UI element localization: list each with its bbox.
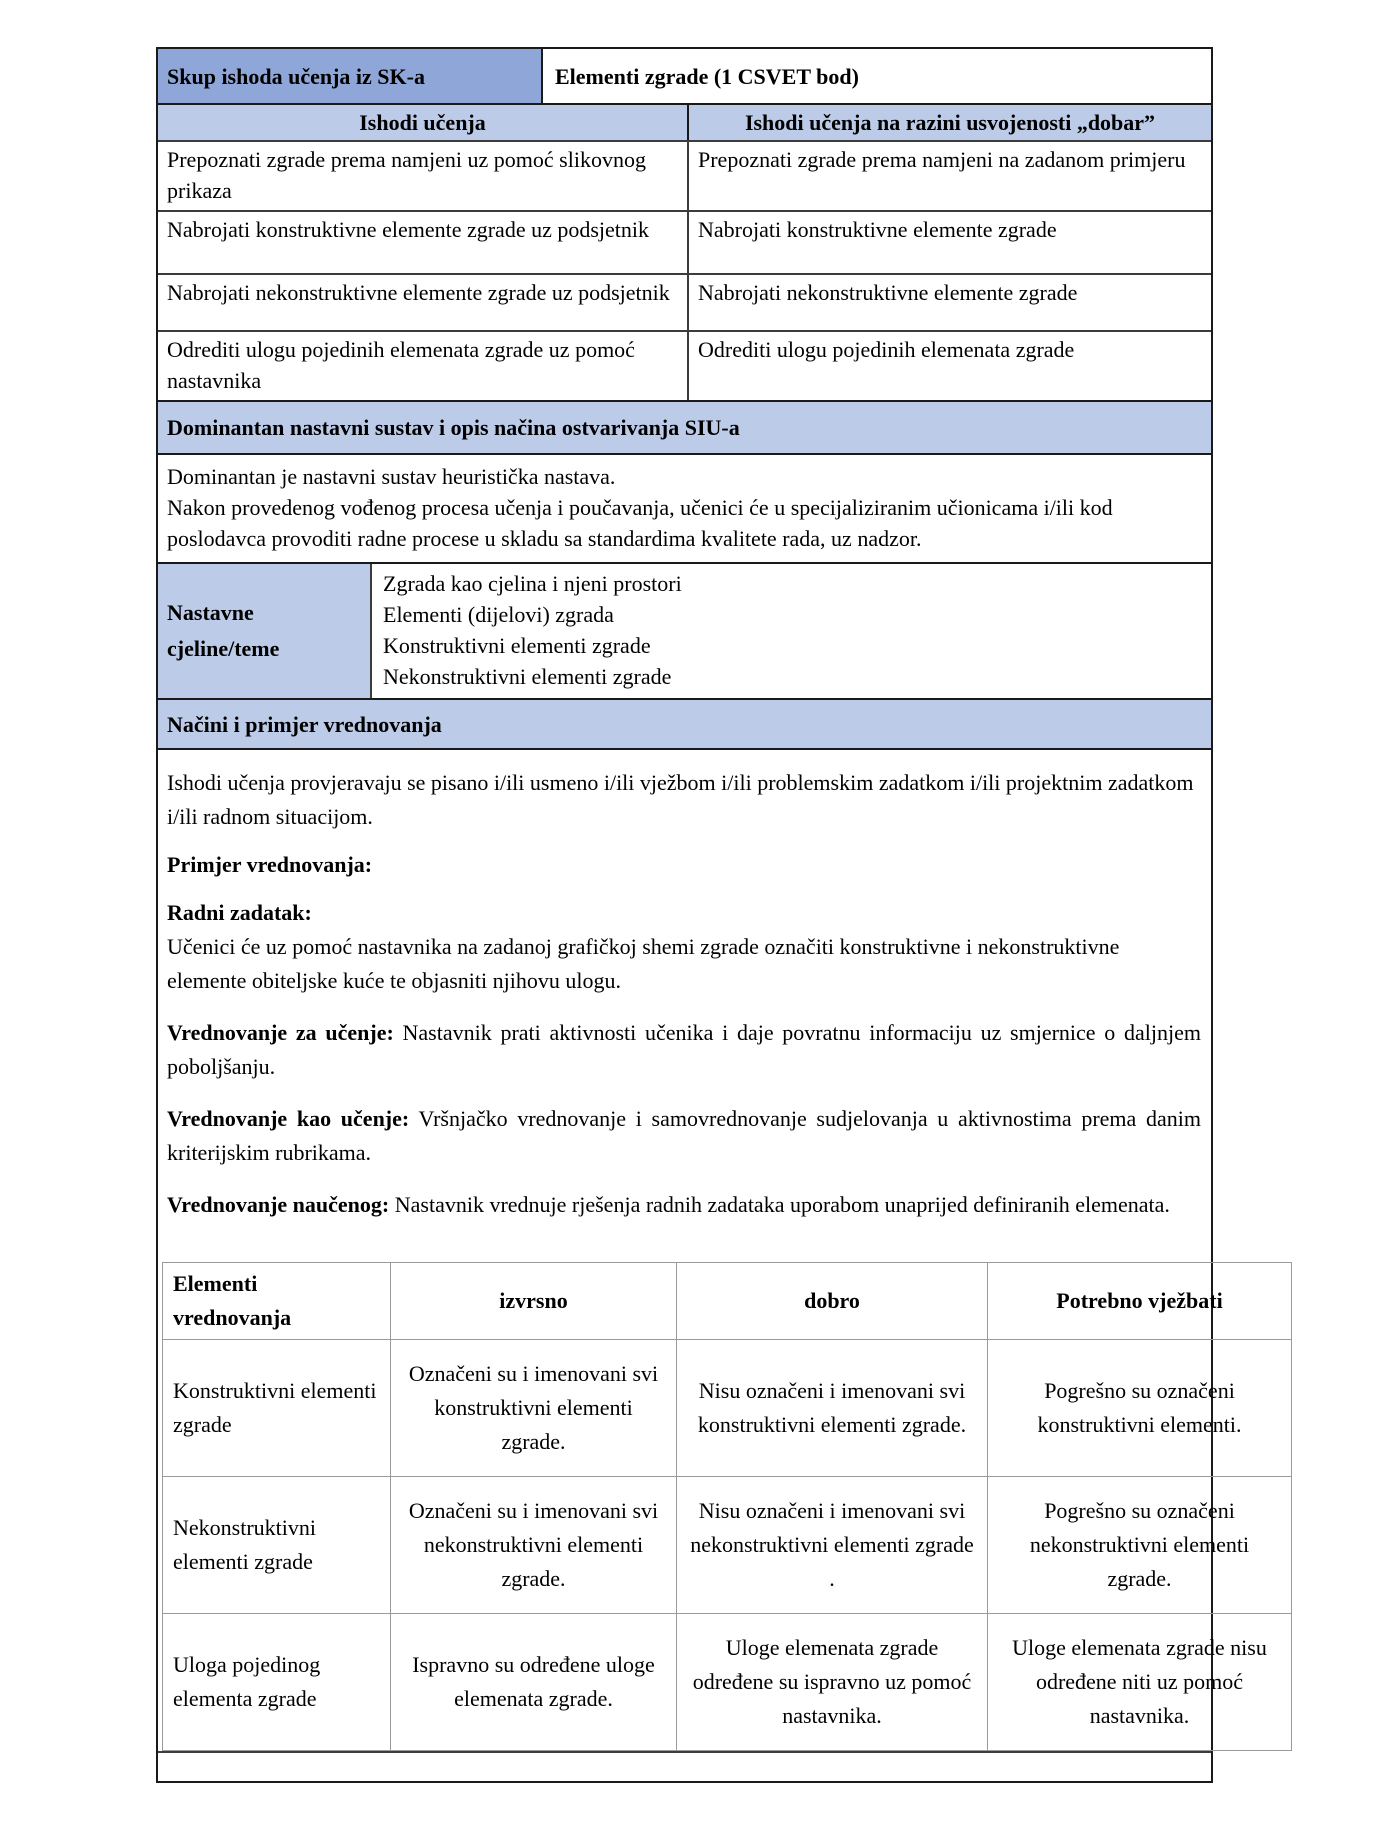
evaluation-task-text: Učenici će uz pomoć nastavnika na zadanoj grafičkoj shemi zgrade označiti konstruktivne i nekonstruktivne elemente obiteljske kuće te objasniti njihovu ulogu. [167,934,1120,993]
rubric-cell: Uloge elemenata zgrade nisu određene niti uz pomoć nastavnika. [988,1614,1292,1751]
rubric-header-elements: Elementi vrednovanja [163,1263,391,1340]
title-value-cell: Elementi zgrade (1 CSVET bod) [543,49,1211,103]
outcome-cell-left: Nabrojati konstruktivne elemente zgrade uz podsjetnik [158,212,689,273]
outcomes-header-right: Ishodi učenja na razini usvojenosti „dobar” [689,105,1211,140]
empty-bottom-row [158,1751,1211,1781]
rubric-cell: Ispravno su određene uloge elemenata zgrade. [391,1614,677,1751]
document-table [156,47,1267,1783]
paragraph-text: Nastavnik vrednuje rješenja radnih zadataka uporabom unaprijed definiranih elemenata. [394,1192,1170,1217]
teaching-unit-item: Elementi (dijelovi) zgrada [383,602,614,627]
dominant-line: Dominantan je nastavni sustav heuristička nastava. [167,464,616,489]
evaluation-example-label: Primjer vrednovanja: [167,852,373,877]
rubric-row [163,1340,1292,1477]
rubric-cell: Nisu označeni i imenovani svi konstruktivni elementi zgrade. [677,1340,988,1477]
outcome-cell-left: Odrediti ulogu pojedinih elemenata zgrade uz pomoć nastavnika [158,332,689,400]
title-row [158,49,1211,103]
paragraph-text: Vršnjačko vrednovanje i samovrednovanje sudjelovanja u aktivnostima prema danim kriterijskim rubrikama. [167,1106,1201,1165]
rubric-cell: Konstruktivni elementi zgrade [163,1340,391,1477]
outcome-row [158,330,1211,400]
dominant-system-header: Dominantan nastavni sustav i opis načina ostvarivanja SIU-a [158,400,1211,453]
outcome-cell-left: Prepoznati zgrade prema namjeni uz pomoć slikovnog prikaza [158,142,689,210]
rubric-cell: Nekonstruktivni elementi zgrade [163,1477,391,1614]
dominant-system-text [158,453,1211,562]
outcomes-header-left: Ishodi učenja [158,105,689,140]
rubric-header-needs-practice: Potrebno vježbati [988,1263,1292,1340]
teaching-units-label: Nastavne cjeline/teme [158,564,372,698]
outcome-row [158,210,1211,273]
teaching-unit-item: Konstruktivni elementi zgrade [383,633,651,658]
dominant-line: Nakon provedenog vođenog procesa učenja i poučavanja, učenici će u specijaliziranim učionicama i/ili kod poslodavca provoditi radne procese u skladu sa standardima kvalitete rada, uz nadzor. [167,495,1113,551]
evaluation-task-label: Radni zadatak: [167,900,312,925]
teaching-unit-item: Zgrada kao cjelina i njeni prostori [383,571,682,596]
outcome-cell-right: Odrediti ulogu pojedinih elemenata zgrade [698,337,1075,362]
teaching-unit-item: Nekonstruktivni elementi zgrade [383,664,672,689]
paragraph-lead: Vrednovanje naučenog: [167,1192,390,1217]
rubric-table [162,1262,1292,1751]
rubric-header-good: dobro [677,1263,988,1340]
paragraph-lead: Vrednovanje za učenje: [167,1020,394,1045]
rubric-row [163,1614,1292,1751]
outcome-row [158,140,1211,210]
outcome-cell-right: Prepoznati zgrade prema namjeni na zadanom primjeru [698,147,1186,172]
paragraph-lead: Vrednovanje kao učenje: [167,1106,410,1131]
outcome-cell-right: Nabrojati konstruktivne elemente zgrade [698,217,1057,242]
rubric-row [163,1477,1292,1614]
title-label-cell: Skup ishoda učenja iz SK-a [158,49,543,103]
teaching-units-list [372,564,1211,698]
rubric-cell: Pogrešno su označeni nekonstruktivni elementi zgrade. [988,1477,1292,1614]
outcome-row [158,273,1211,330]
rubric-cell: Označeni su i imenovani svi konstruktivni elementi zgrade. [391,1340,677,1477]
outcome-cell-right: Nabrojati nekonstruktivne elemente zgrade [698,280,1078,305]
outcome-cell-left: Nabrojati nekonstruktivne elemente zgrade uz podsjetnik [158,275,689,330]
evaluation-content [158,748,1267,1751]
rubric-header-row [163,1263,1292,1340]
rubric-cell: Pogrešno su označeni konstruktivni elementi. [988,1340,1292,1477]
rubric-cell: Uloga pojedinog elementa zgrade [163,1614,391,1751]
teaching-units-row [158,562,1211,698]
paragraph-text: Nastavnik prati aktivnosti učenika i daje povratnu informaciju uz smjernice o daljnjem poboljšanju. [167,1020,1201,1079]
rubric-cell: Nisu označeni i imenovani svi nekonstruktivni elementi zgrade . [677,1477,988,1614]
evaluation-paragraph [167,1188,1201,1222]
evaluation-paragraph [167,1016,1201,1084]
rubric-cell: Uloge elemenata zgrade određene su ispravno uz pomoć nastavnika. [677,1614,988,1751]
evaluation-header: Načini i primjer vrednovanja [158,698,1211,748]
rubric-cell: Označeni su i imenovani svi nekonstruktivni elementi zgrade. [391,1477,677,1614]
evaluation-intro: Ishodi učenja provjeravaju se pisano i/ili usmeno i/ili vježbom i/ili problemskim zadatkom i/ili projektnim zadatkom i/ili radnom situacijom. [167,770,1194,829]
outcomes-header-row [158,103,1211,140]
rubric-header-excellent: izvrsno [391,1263,677,1340]
evaluation-paragraph [167,1102,1201,1170]
